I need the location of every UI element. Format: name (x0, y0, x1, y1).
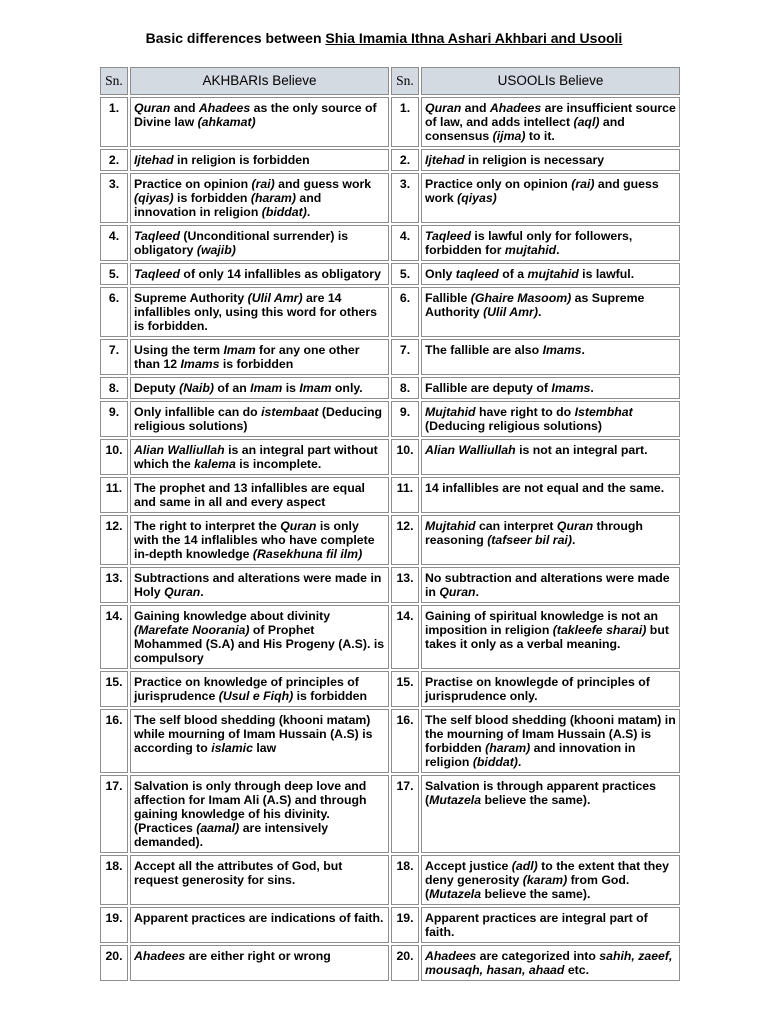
title-underlined: Shia Imamia Ithna Ashari Akhbari and Usooli (325, 30, 623, 46)
usooli-belief: Apparent practices are integral part of faith. (421, 907, 680, 943)
usooli-belief: The self blood shedding (khooni matam) in the mourning of Imam Hussain (A.S) is forbidden (haram) and innovation in religion (biddat). (421, 709, 680, 773)
akhbari-belief: Practice on opinion (rai) and guess work (qiyas) is forbidden (haram) and innovation in religion (biddat). (130, 173, 389, 223)
usooli-belief: Alian Walliullah is not an integral part. (421, 439, 680, 475)
row-number-akhbari: 2. (100, 149, 128, 171)
akhbari-belief: Alian Walliullah is an integral part without which the kalema is incomplete. (130, 439, 389, 475)
row-number-akhbari: 17. (100, 775, 128, 853)
sn-header-left: Sn. (100, 67, 128, 95)
table-row (100, 605, 680, 669)
row-number-akhbari: 5. (100, 263, 128, 285)
akhbari-header: AKHBARIs Believe (130, 67, 389, 95)
row-number-usooli: 17. (391, 775, 419, 853)
row-number-akhbari: 1. (100, 97, 128, 147)
table-row (100, 287, 680, 337)
table-row (100, 567, 680, 603)
row-number-akhbari: 9. (100, 401, 128, 437)
row-number-usooli: 2. (391, 149, 419, 171)
row-number-akhbari: 18. (100, 855, 128, 905)
usooli-belief: Fallible (Ghaire Masoom) as Supreme Authority (Ulil Amr). (421, 287, 680, 337)
row-number-usooli: 3. (391, 173, 419, 223)
table-row (100, 907, 680, 943)
row-number-usooli: 1. (391, 97, 419, 147)
row-number-usooli: 15. (391, 671, 419, 707)
row-number-usooli: 10. (391, 439, 419, 475)
row-number-usooli: 6. (391, 287, 419, 337)
akhbari-belief: Taqleed of only 14 infallibles as obligatory (130, 263, 389, 285)
table-row (100, 401, 680, 437)
akhbari-belief: Deputy (Naib) of an Imam is Imam only. (130, 377, 389, 399)
table-row (100, 263, 680, 285)
akhbari-belief: Ijtehad in religion is forbidden (130, 149, 389, 171)
usooli-belief: Only taqleed of a mujtahid is lawful. (421, 263, 680, 285)
usooli-header: USOOLIs Believe (421, 67, 680, 95)
row-number-akhbari: 3. (100, 173, 128, 223)
table-row (100, 477, 680, 513)
row-number-akhbari: 14. (100, 605, 128, 669)
row-number-usooli: 16. (391, 709, 419, 773)
akhbari-belief: Only infallible can do istembaat (Deducing religious solutions) (130, 401, 389, 437)
usooli-belief: Taqleed is lawful only for followers, forbidden for mujtahid. (421, 225, 680, 261)
usooli-belief: Quran and Ahadees are insufficient source of law, and adds intellect (aql) and consensus (ijma) to it. (421, 97, 680, 147)
akhbari-belief: Quran and Ahadees as the only source of Divine law (ahkamat) (130, 97, 389, 147)
row-number-akhbari: 13. (100, 567, 128, 603)
row-number-akhbari: 10. (100, 439, 128, 475)
row-number-akhbari: 11. (100, 477, 128, 513)
row-number-akhbari: 16. (100, 709, 128, 773)
table-row (100, 775, 680, 853)
row-number-usooli: 9. (391, 401, 419, 437)
table-row (100, 339, 680, 375)
row-number-usooli: 11. (391, 477, 419, 513)
row-number-akhbari: 6. (100, 287, 128, 337)
row-number-akhbari: 20. (100, 945, 128, 981)
row-number-akhbari: 7. (100, 339, 128, 375)
usooli-belief: The fallible are also Imams. (421, 339, 680, 375)
table-row (100, 377, 680, 399)
akhbari-belief: Taqleed (Unconditional surrender) is obligatory (wajib) (130, 225, 389, 261)
table-row (100, 439, 680, 475)
akhbari-belief: Gaining knowledge about divinity (Marefate Noorania) of Prophet Mohammed (S.A) and His Progeny (A.S). is compulsory (130, 605, 389, 669)
row-number-akhbari: 4. (100, 225, 128, 261)
akhbari-belief: Using the term Imam for any one other than 12 Imams is forbidden (130, 339, 389, 375)
table-row (100, 515, 680, 565)
table-row (100, 149, 680, 171)
row-number-usooli: 14. (391, 605, 419, 669)
table-row (100, 855, 680, 905)
akhbari-belief: The right to interpret the Quran is only with the 14 inflalibles who have complete in-depth knowledge (Rasekhuna fil ilm) (130, 515, 389, 565)
akhbari-belief: Supreme Authority (Ulil Amr) are 14 infallibles only, using this word for others is forbidden. (130, 287, 389, 337)
header-row (100, 67, 680, 95)
akhbari-belief: Practice on knowledge of principles of jurisprudence (Usul e Fiqh) is forbidden (130, 671, 389, 707)
usooli-belief: No subtraction and alterations were made in Quran. (421, 567, 680, 603)
row-number-akhbari: 12. (100, 515, 128, 565)
table-row (100, 97, 680, 147)
table-row (100, 173, 680, 223)
sn-header-right: Sn. (391, 67, 419, 95)
row-number-akhbari: 8. (100, 377, 128, 399)
row-number-usooli: 12. (391, 515, 419, 565)
comparison-table (98, 65, 682, 983)
akhbari-belief: Subtractions and alterations were made in Holy Quran. (130, 567, 389, 603)
table-row (100, 225, 680, 261)
usooli-belief: 14 infallibles are not equal and the same. (421, 477, 680, 513)
page-title (0, 30, 768, 46)
table-body (100, 97, 680, 981)
row-number-usooli: 19. (391, 907, 419, 943)
usooli-belief: Mujtahid can interpret Quran through reasoning (tafseer bil rai). (421, 515, 680, 565)
usooli-belief: Ijtehad in religion is necessary (421, 149, 680, 171)
row-number-usooli: 4. (391, 225, 419, 261)
usooli-belief: Practise on knowlegde of principles of jurisprudence only. (421, 671, 680, 707)
usooli-belief: Salvation is through apparent practices (Mutazela believe the same). (421, 775, 680, 853)
title-prefix: Basic differences between (145, 30, 326, 46)
row-number-akhbari: 15. (100, 671, 128, 707)
row-number-akhbari: 19. (100, 907, 128, 943)
akhbari-belief: Apparent practices are indications of faith. (130, 907, 389, 943)
usooli-belief: Practice only on opinion (rai) and guess work (qiyas) (421, 173, 680, 223)
usooli-belief: Ahadees are categorized into sahih, zaeef, mousaqh, hasan, ahaad etc. (421, 945, 680, 981)
row-number-usooli: 7. (391, 339, 419, 375)
row-number-usooli: 8. (391, 377, 419, 399)
row-number-usooli: 20. (391, 945, 419, 981)
row-number-usooli: 5. (391, 263, 419, 285)
usooli-belief: Mujtahid have right to do Istembhat (Deducing religious solutions) (421, 401, 680, 437)
usooli-belief: Gaining of spiritual knowledge is not an imposition in religion (takleefe sharai) but takes it only as a verbal meaning. (421, 605, 680, 669)
akhbari-belief: The prophet and 13 infallibles are equal and same in all and every aspect (130, 477, 389, 513)
akhbari-belief: Ahadees are either right or wrong (130, 945, 389, 981)
akhbari-belief: Salvation is only through deep love and affection for Imam Ali (A.S) and through gaining knowledge of his divinity. (Practices (aamal) are intensively demanded). (130, 775, 389, 853)
table-row (100, 709, 680, 773)
akhbari-belief: Accept all the attributes of God, but request generosity for sins. (130, 855, 389, 905)
table-row (100, 945, 680, 981)
table-row (100, 671, 680, 707)
row-number-usooli: 13. (391, 567, 419, 603)
usooli-belief: Fallible are deputy of Imams. (421, 377, 680, 399)
row-number-usooli: 18. (391, 855, 419, 905)
akhbari-belief: The self blood shedding (khooni matam) while mourning of Imam Hussain (A.S) is according to islamic law (130, 709, 389, 773)
usooli-belief: Accept justice (adl) to the extent that they deny generosity (karam) from God. (Mutazela believe the same). (421, 855, 680, 905)
